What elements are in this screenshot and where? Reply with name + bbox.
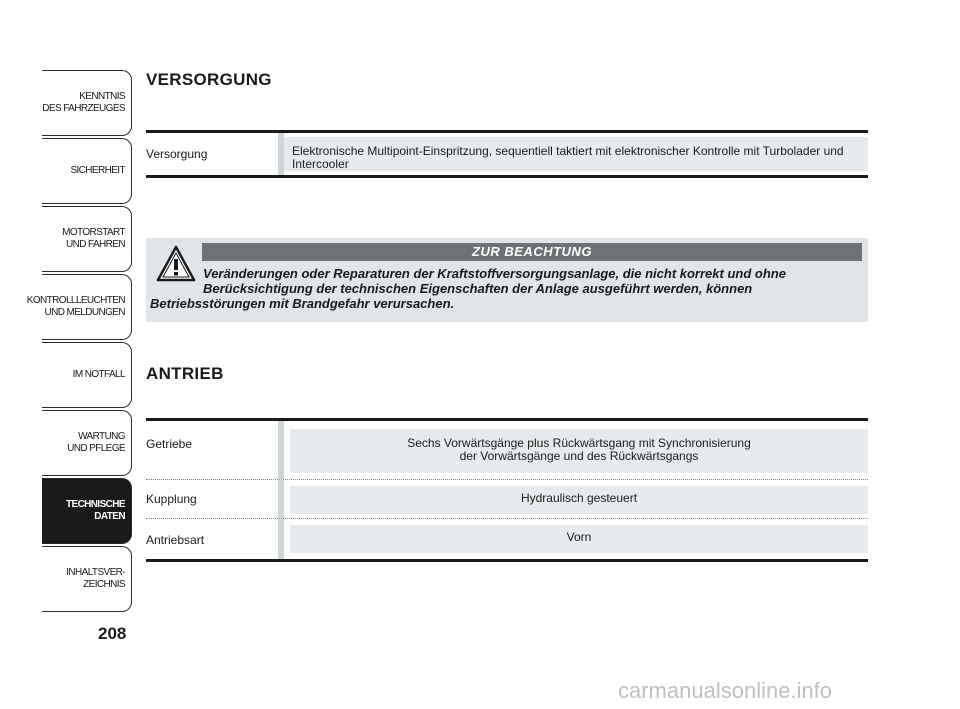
warning-box [146,238,868,322]
row-value: Vorn [290,525,868,553]
column-divider [278,519,284,559]
page-number: 208 [98,624,127,643]
tab-wartung[interactable]: WARTUNG UND PFLEGE [42,410,132,476]
tab-im-notfall[interactable]: IM NOTFALL [42,342,132,408]
row-value-line-2: der Vorwärtsgänge und des Rückwärtsgangs [459,449,699,463]
warning-line-3: Betriebsstörungen mit Brandgefahr verursachen. [150,296,455,311]
row-value-line-1: Sechs Vorwärtsgänge plus Rückwärtsgang mit Synchronisierung [407,436,751,450]
section-title-versorgung: VERSORGUNG [146,70,272,89]
warning-text [150,266,862,311]
row-label: Antriebsart [146,533,205,547]
row-value: Elektronische Multipoint-Einspritzung, sequentiell taktiert mit elektronischer Kontrolle mit Turbolader und Intercooler [284,137,868,171]
tab-technische-daten[interactable]: TECHNISCHE DATEN [42,478,132,544]
column-divider [278,480,284,518]
row-label: Versorgung [146,147,208,161]
column-divider [278,421,284,479]
table-row [146,133,868,175]
table-antrieb [146,418,868,562]
table-row [146,421,868,480]
tab-inhaltsverzeichnis[interactable]: INHALTSVER- ZEICHNIS [42,546,132,612]
watermark: carmanualsonline.info [618,678,833,703]
table-versorgung [146,130,868,178]
tab-sicherheit[interactable]: SICHERHEIT [42,138,132,204]
warning-line-1: Veränderungen oder Reparaturen der Kraftstoffversorgungsanlage, die nicht korrekt und ohne [203,266,786,281]
table-row [146,519,868,559]
row-label: Getriebe [146,437,193,451]
row-value [290,429,868,473]
tab-kontrollleuchten[interactable]: KONTROLLLEUCHTEN UND MELDUNGEN [42,274,132,340]
tab-kenntnis[interactable]: KENNTNIS DES FAHRZEUGES [42,70,132,136]
warning-line-2: Berücksichtigung der technischen Eigenschaften der Anlage ausgeführt werden, können [203,281,753,296]
table-row [146,480,868,519]
section-title-antrieb: ANTRIEB [146,364,224,383]
warning-heading: ZUR BEACHTUNG [202,243,862,261]
tab-motorstart[interactable]: MOTORSTART UND FAHREN [42,206,132,272]
row-value: Hydraulisch gesteuert [290,486,868,514]
row-label: Kupplung [146,492,197,506]
